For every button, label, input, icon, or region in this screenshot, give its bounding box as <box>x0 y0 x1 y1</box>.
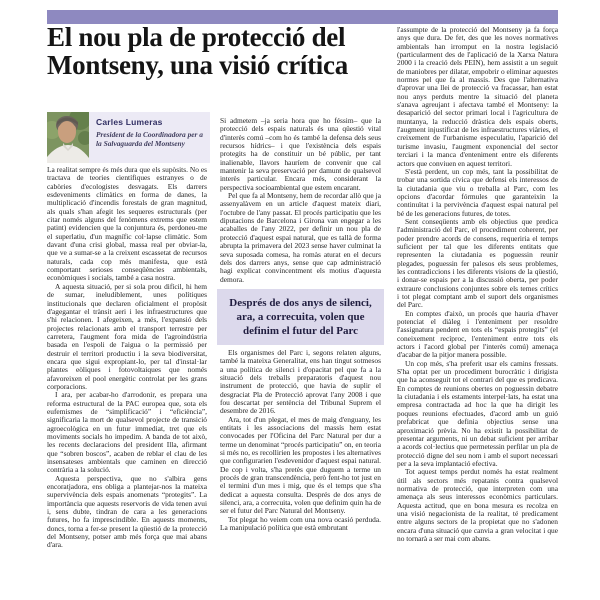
paragraph: Pel que fa al Montseny, hem de recordar allò que ja assenyalàvem en un article d'aquest mateix diari, l'octubre de l'any passat. El procés participatiu que les diputacions de Barcelona i Girona van engegar a les acaballes de l'any 2022, per definir un nou pla de protecció d'aquest espai natural, que es tallà de forma abrupta la primavera del 2023 sense haver culminat la seva suposada comesa, ha romàs aturat en el decurs dels dos darrers anys, sense que cap administració hagi explicat convincentment els motius d'aquesta demora. <box>220 191 381 284</box>
paragraph: S'està perdent, un cop més, tant la possibilitat de trobar una sortida cívica que defensi els interessos de la ciutadania que viu o treballa al Parc, com les opcions d'acordar fórmules que garanteixin la continuïtat i la pervivència d'aquest espai natural pel bé de les generacions futures, de totes. <box>397 166 558 218</box>
paragraph: l'assumpte de la protecció del Montseny ja fa força anys que dura. De fet, des que les noves normatives ambientals han irromput en la nostra legislació (particularment des de l'aplicació de la Xarxa Natura 2000 i la creació dels PEIN), hem assistit a un seguit de maniobres per dilatar, empobrir o eliminar aquestes normes pel que fa al massís. Des que l'alternativa d'aprovar una llei de protecció va fracassar, han estat nou anys perduts mentre la situació del planeta s'anava agreujant i afectava també el Montseny: la desaparició del sector primari local i l'agricultura de muntanya, la reducció dràstica dels espais oberts, l'augment injustificat de les infraestructures viàries, el creixement de l'urbanisme especulatiu, l'aparició del turisme invasiu, l'augment exponencial del sector terciari i la manca d'enteniment entre els diferents actors que conviuen en aquest territori. <box>397 25 559 168</box>
text-column-1 <box>47 166 207 550</box>
paragraph: La realitat sempre és més dura que els supòsits. No es tractava de teories científiques estranyes o de cabòries d'ecologistes desvagats. Els darrers esdeveniments climàtics en forma de danes, la multiplicació d'incendis forestals de gran magnitud, als quals s'han afegit les sequeres estructurals (per citar només alguns del fenòmens extrems que estem patint) evidencien que la conjuntura és, perdoneu-me el superlatiu, d'un magnífic col·lapse climàtic. Som davant d'una crisi global, massa real per obviar-la, que ve a sumar-se a la creixent escassetat de recursos naturals, cada cop més manifesta, que està comportant serioses conseqüències ambientals, econòmiques i socials, també a casa nostra. <box>47 165 207 283</box>
article-title: El nou pla de protecció del Montseny, una visió crítica <box>47 22 348 80</box>
author-photo <box>47 112 89 163</box>
paragraph: Ara, tot d'un plegat, el mes de maig d'enguany, les entitats i les associacions del massís hem estat convocades per l'Oficina del Parc Natural per dur a terme un denominat “procés participatiu” on, en teoria si més no, es recollirien les propostes i les alternatives que configurarien l'esdevenidor d'aquest espai natural. De cop i volta, s'ha pretès que duguem a terme un procés de gran transcendència, però fent-ho tot just en el termini d'un mes i mig, que és el temps que s'ha dedicat a aquesta consulta. Després de dos anys de silenci, ara, a correcuita, volen que definim quin ha de ser el futur del Parc Natural del Montseny. <box>220 414 381 516</box>
pull-quote: Després de dos anys de silenci, ara, a correcuita, volen que definim el futur del Parc <box>217 289 384 345</box>
paragraph: Tot aquest temps perdut només ha estat realment útil als sectors més repatanis contra qualsevol normativa de protecció, que interpreten com una amenaça als seus interessos econòmics particulars. Aquesta actitud, que en bona mesura es recolza en una visió negacionista de la realitat, té predicament entre alguns sectors de la propietat que no s'adonen encara d'una situació que canvia a gran velocitat i que no tornarà a ser mai com abans. <box>397 467 558 543</box>
author-info-box <box>89 112 210 163</box>
text-column-3 <box>397 26 558 543</box>
author-byline <box>47 112 210 163</box>
text-column-2 <box>220 117 381 532</box>
paragraph: Aquesta perspectiva, que no s'albira gens encoratjadora, ens obliga a plantejar-nos la mateixa supervivència dels espais anomenats “protegits”. La importància que aquests reservoris de vida tenen avui i, sens dubte, tindran de cara a les generacions futures, ho fa imprescindible. En aquests moments, doncs, torna a fer-se present la qüestió de la protecció del Montseny, potser amb més força que mai abans d'ara. <box>47 473 207 550</box>
paragraph: A aquesta situació, per si sola prou difícil, hi hem de sumar, ineludiblement, unes polítiques institucionals que declaren oficialment el propòsit d'agegantar el trànsit aeri i les infraestructures que s'hi relacionen. I afegeixen, a més, l'expansió dels projectes relacionats amb el transport terrestre per carretera, l'augment fora mida de l'agroindústria basada en l'espoli de l'aigua o la permissió per destruir el territori productiu i la seva biodiversitat, encara que sigui expropiant-lo, per tal d'instal·lar plantes eòliques i fotovoltaiques que només afavoreixen el pool energètic controlat per les grans corporacions. <box>47 281 207 391</box>
paragraph: I ara, per acabar-ho d'arrodonir, es prepara una reforma estructural de la PAC europea que, sota els eufemismes de “simplificació” i “eficiència”, significaria la mort de qualsevol projecte de transició agroecològica en un futur immediat, tret que els moviments socials ho impedim. A banda de tot això, les recents declaracions del president Illa, afirmant que “sobren boscos”, acaben de reblar el clau de les insensateses ambientals que caminen en direcció contrària a la solució. <box>47 390 207 475</box>
paragraph: Un cop més, s'ha preferit usar els camins fressats. S'ha optat per un procediment burocràtic i dirigista que ha aconseguit tot el contrari del que es predicava. En comptes de reunions obertes on poguessin debatre la ciutadania i els estaments interpel·lats, ha estat una empresa contractada ad hoc la que ha dirigit les poques reunions efectuades, d'acord amb un guió prefabricat que definia objectius sense una aproximació prèvia. No ha existit la possibilitat de presentar arguments, ni un debat suficient per arribar a acords col·lectius que permetessin perfilar un pla de protecció digne del seu nom i amb el suport necessari per a la seva implantació efectiva. <box>397 358 558 468</box>
author-name: Carles Lumeras <box>96 117 163 127</box>
paragraph: Si admetem –ja seria hora que ho féssim– que la protecció dels espais naturals és una qüestió vital d'interès comú –com ho és també la defensa dels seus recursos hídrics– i que l'existència dels espais protegits ha de constituir un bé públic, per tant inalienable, llavors hauríem de convenir que cal mantenir la seva preservació per damunt de qualsevol interès particular. Encara més, considerant la perspectiva socioambiental que estem encarant. <box>220 116 381 192</box>
paragraph: Tot plegat ho veiem com una nova ocasió perduda. La manipulació política que està embrutant <box>220 514 381 533</box>
paragraph: Sent conseqüents amb els objectius que predica l'administració del Parc, el procediment coherent, per poder prendre acords de consens, requeriria el temps suficient per tal que les diferents entitats que representen la ciutadania es poguessin reunir plegades, poguessin fer palesos els seus problemes, les contradiccions i les diferents visions de la qüestió, i donar-se espais per a la discussió oberta, per poder extraure conclusions conjuntes sobre els temes crítics i tot plegat comptant amb el suport dels organismes del Parc. <box>397 216 558 310</box>
paragraph: Els organismes del Parc i, segons relaten alguns, també la mateixa Generalitat, ens han tingut sotmesos a una política de silenci i d'opacitat pel que fa a la situació dels treballs preparatoris d'aquest nou instrument de protecció, que havia de suplir el desgraciat Pla de Protecció aprovat l'any 2008 i que fou descartat per sentència del Tribunal Suprem el desembre de 2016. <box>220 347 381 416</box>
paragraph: En comptes d'això, un procés que hauria d'haver potenciat el diàleg i l'enteniment per resoldre l'assignatura pendent en tots els “espais protegits” (el coneixement recíproc, l'enteniment entre tots els actors i l'acord global per l'interès comú) amenaça d'acabar de la pitjor manera possible. <box>397 308 558 360</box>
author-role: President de la Coordinadora per a la Salvaguarda del Montseny <box>96 130 203 148</box>
